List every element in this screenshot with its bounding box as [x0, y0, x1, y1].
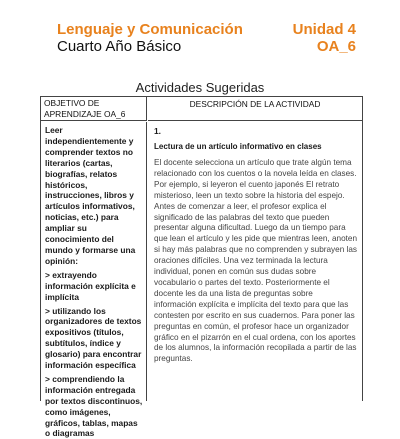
grade-label: Cuarto Año Básico — [57, 38, 182, 55]
header-right — [293, 21, 356, 56]
activities-table — [40, 96, 363, 439]
activity-description: El docente selecciona un artículo que trate algún tema relacionado con los cuentos o la novela leída en clases. Por ejemplo, si leyeron el cuento japonés El retrato misterioso, leen un texto sobre la historia del espejo. Antes de comenzar a leer, el profesor explica el significado de las palabras del texto que pueden presentar alguna dificultad. Luego da un tiempo para que lean el artículo y les pide que mientras leen, anoten si hay más palabras que no comprenden y subrayen las oraciones difíciles. Una vez terminada la lectura individual, ponen en común sus dudas sobre vocabulario o partes del texto. Posteriormente el docente les da una lista de preguntas sobre información explícita e implícita del texto para que las contesten por escrito en sus cuadernos. Para poner las preguntas en común, el profesor hace un organizador gráfico en el pizarrón en el cual ordena, con los aportes de los alumnos, la información recopilada a partir de las preguntas. — [154, 158, 358, 364]
objective-column-header: OBJETIVO DE APRENDIZAJE OA_6 — [41, 97, 147, 121]
objective-point: > extrayendo información explícita e implícita — [45, 269, 136, 302]
objective-cell — [41, 122, 147, 439]
unit-label: Unidad 4 — [292, 21, 356, 38]
objective-point: > comprendiendo la información entregada por textos discontinuos, como imágenes, gráficos, tablas, mapas o diagramas — [45, 373, 143, 439]
section-title: Actividades Sugeridas — [135, 80, 265, 95]
activity-cell — [148, 122, 362, 401]
activity-title: Lectura de un artículo informativo en clases — [154, 142, 322, 151]
subject-title: Lenguaje y Comunicación — [57, 21, 243, 38]
header-left — [57, 21, 243, 56]
objective-intro: Leer independientemente y comprender textos no literarios (cartas, biografías, relatos históricos, instrucciones, libros y artículos informativos, noticias, etc.) para ampliar su conocimiento del mundo y formarse una opinión: — [45, 125, 136, 266]
activity-column-header: DESCRIPCIÓN DE LA ACTIVIDAD — [148, 97, 362, 121]
objective-point: > utilizando los organizadores de textos expositivos (títulos, subtítulos, índice y glosario) para encontrar información específica — [45, 305, 142, 371]
activity-number: 1. — [154, 126, 161, 136]
oa-code: OA_6 — [316, 38, 356, 55]
